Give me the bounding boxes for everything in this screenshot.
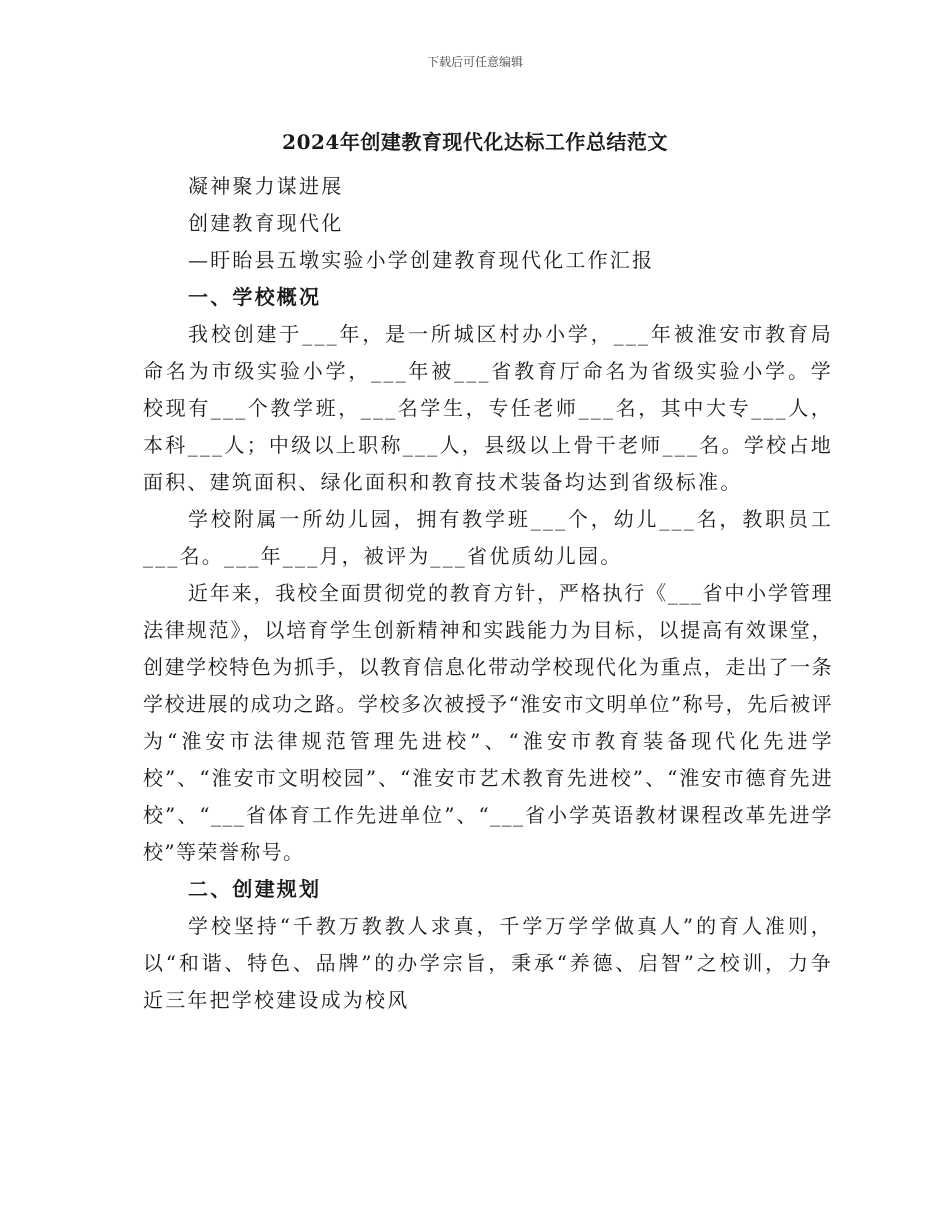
intro-line-1: 凝神聚力谋进展 <box>188 174 344 198</box>
paragraph: 近年来，我校全面贯彻党的教育方针，严格执行《___省中小学管理法律规范》，以培育学生创新精神和实践能力为目标，以提高有效课堂，创建学校特色为抓手，以教育信息化带动学校现代化为重点，走出了一条学校进展的成功之路。学校多次被授予“淮安市文明单位”称号，先后被评为“淮安市法律规范管理先进校”、“淮安市教育装备现代化先进学校”、“淮安市文明校园”、“淮安市艺术教育先进校”、“淮安市德育先进校”、“___省体育工作先进单位”、“___省小学英语教材课程改革先进学校”等荣誉称号。 <box>143 581 833 864</box>
page-header-note: 下载后可任意编辑 <box>426 55 523 69</box>
document-body <box>143 168 833 1019</box>
paragraph: 学校坚持“千教万教教人求真，千学万学学做真人”的育人准则，以“和谐、特色、品牌”的办学宗旨，秉承“养德、启智”之校训，力争近三年把学校建设成为校风 <box>143 914 833 1012</box>
intro-line-3: —盱眙县五墩实验小学创建教育现代化工作汇报 <box>188 248 655 272</box>
intro-line-2: 创建教育现代化 <box>188 211 344 235</box>
paragraph: 我校创建于___年，是一所城区村办小学，___年被淮安市教育局命名为市级实验小学，___年被___省教育厅命名为省级实验小学。学校现有___个教学班，___名学生，专任老师___名，其中大专___人，本科___人；中级以上职称___人，县级以上骨干老师___名。学校占地面积、建筑面积、绿化面积和教育技术装备均达到省级标准。 <box>143 322 833 494</box>
section-heading-overview: 一、学校概况 <box>188 285 322 309</box>
section-heading-plan: 二、创建规划 <box>188 877 322 901</box>
paragraph: 学校附属一所幼儿园，拥有教学班___个，幼儿___名，教职员工___名。___年___月，被评为___省优质幼儿园。 <box>143 507 833 568</box>
document-title: 2024年创建教育现代化达标工作总结范文 <box>282 130 668 154</box>
